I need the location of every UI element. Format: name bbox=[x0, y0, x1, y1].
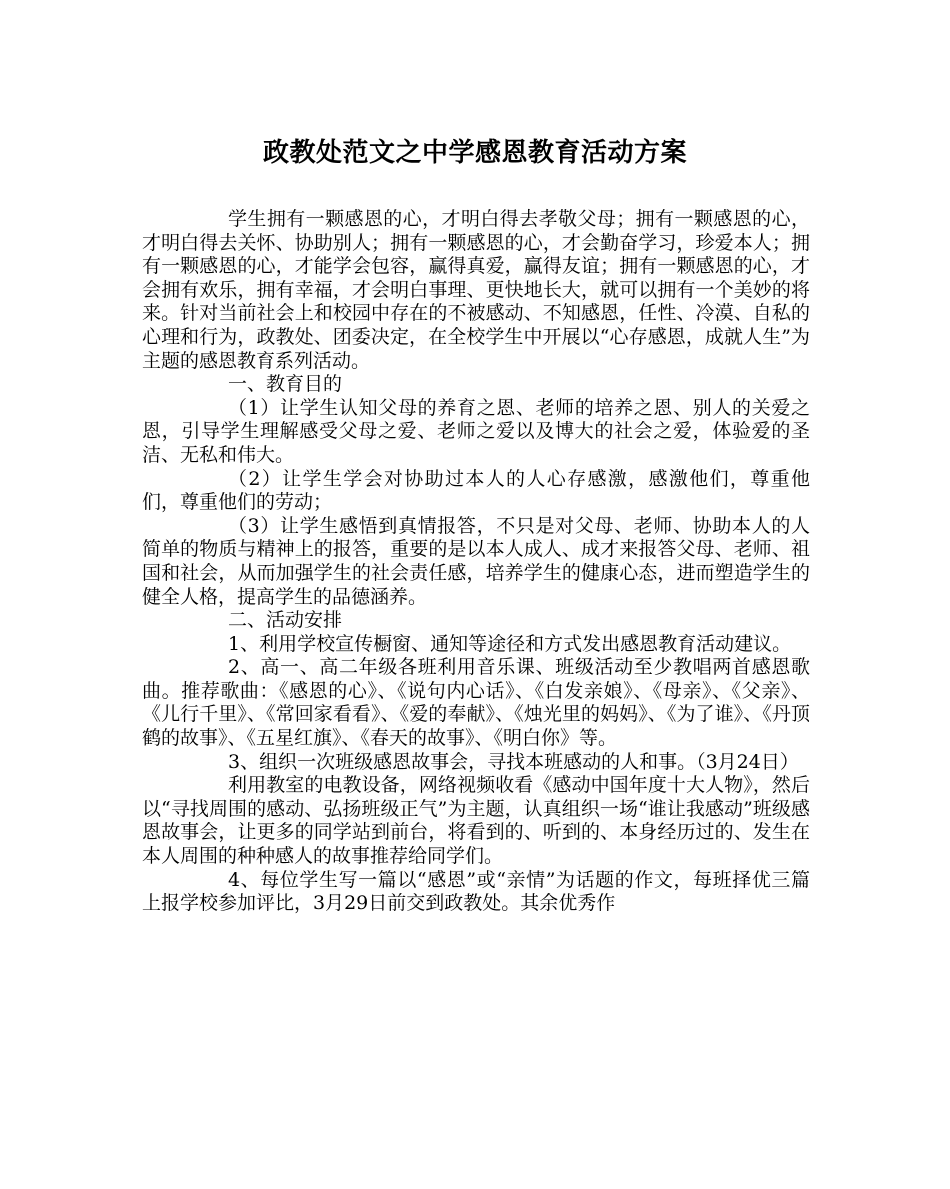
document-title: 政教处范文之中学感恩教育活动方案 bbox=[262, 138, 687, 168]
activity-item-3: 3、组织一次班级感恩故事会，寻找本班感动的人和事。（3月24日） bbox=[228, 750, 799, 773]
activity-item-2: 2、高一、高二年级各班利用音乐课、班级活动至少教唱两首感恩歌曲。推荐歌曲：《感恩的心》、《说句内心话》、《白发亲娘》、《母亲》、《父亲》、《儿行千里》、《常回家看看》、《爱的奉献》、《烛光里的妈妈》、《为了谁》、《丹顶鹤的故事》、《五星红旗》、《春天的故事》、《明白你》等。 bbox=[142, 656, 810, 750]
intro-paragraph: 学生拥有一颗感恩的心，才明白得去孝敬父母；拥有一颗感恩的心，才明白得去关怀、协助别人；拥有一颗感恩的心，才会勤奋学习，珍爱本人；拥有一颗感恩的心，才能学会包容，赢得真爱，赢得友谊；拥有一颗感恩的心，才会拥有欢乐，拥有幸福，才会明白事理、更快地长大，就可以拥有一个美妙的将来。针对当前社会上和校园中存在的不被感动、不知感恩，任性、冷漠、自私的心理和行为，政教处、团委决定，在全校学生中开展以“心存感恩，成就人生”为主题的感恩教育系列活动。 bbox=[142, 208, 810, 372]
goal-item-1: （1）让学生认知父母的养育之恩、老师的培养之恩、别人的关爱之恩，引导学生理解感受父母之爱、老师之爱以及博大的社会之爱，体验爱的圣洁、无私和伟大。 bbox=[142, 396, 810, 466]
activity-item-1: 1、利用学校宣传橱窗、通知等途径和方式发出感恩教育活动建议。 bbox=[228, 632, 792, 655]
goal-item-3: （3）让学生感悟到真情报答，不只是对父母、老师、协助本人的人简单的物质与精神上的报答，重要的是以本人成人、成才来报答父母、老师、祖国和社会，从而加强学生的社会责任感，培养学生的健康心态，进而塑造学生的健全人格，提高学生的品德涵养。 bbox=[142, 514, 810, 608]
section-heading-education-goals: 一、教育目的 bbox=[228, 373, 343, 396]
section-heading-activity-arrangement: 二、活动安排 bbox=[228, 609, 343, 632]
document-body bbox=[142, 208, 810, 916]
activity-item-4: 4、每位学生写一篇以“感恩”或“亲情”为话题的作文，每班择优三篇上报学校参加评比，3月29日前交到政教处。其余优秀作 bbox=[142, 868, 810, 915]
activity-item-3-detail: 利用教室的电教设备，网络视频收看《感动中国年度十大人物》，然后以“寻找周围的感动、弘扬班级正气”为主题，认真组织一场“谁让我感动”班级感恩故事会，让更多的同学站到前台，将看到的、听到的、本身经历过的、发生在本人周围的种种感人的故事推荐给同学们。 bbox=[142, 774, 810, 868]
goal-item-2: （2）让学生学会对协助过本人的人心存感激，感激他们，尊重他们，尊重他们的劳动； bbox=[142, 467, 810, 514]
